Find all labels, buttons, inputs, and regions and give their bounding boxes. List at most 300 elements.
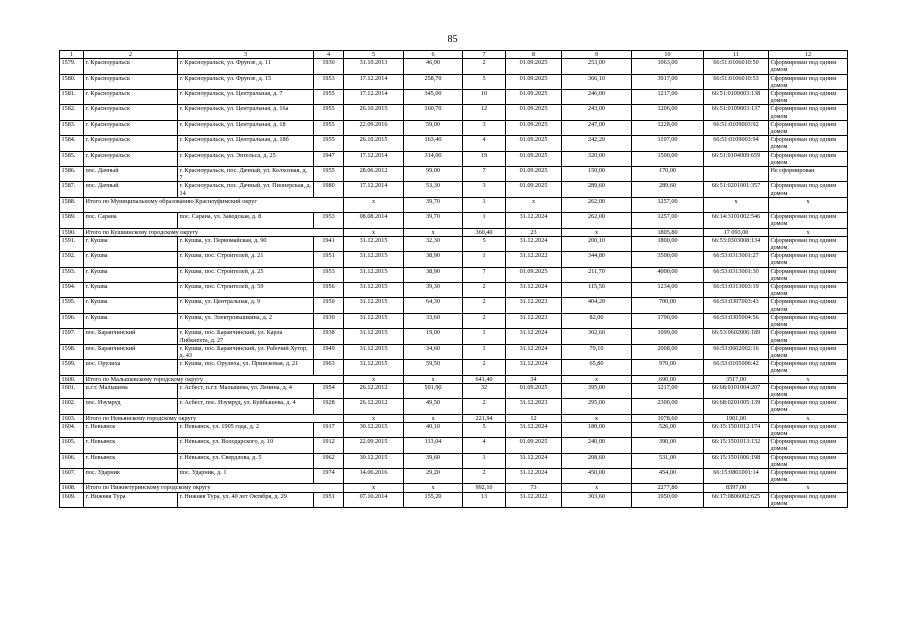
table-row — [60, 399, 848, 414]
table-cell: 258,70 — [404, 74, 463, 89]
table-cell: 4 — [463, 438, 506, 453]
table-cell: 1953 — [314, 213, 344, 228]
table-cell: Сформирован под одним домом — [769, 120, 848, 135]
table-cell: 1 — [463, 329, 506, 344]
table-cell: 243,00 — [562, 105, 632, 120]
table-cell: 1950 — [314, 298, 344, 313]
table-cell: пос. Баранчинский — [84, 329, 178, 344]
table-cell: x — [704, 197, 769, 212]
table-cell: Сформирован под одним домом — [769, 468, 848, 483]
table-cell: 1605. — [60, 438, 84, 453]
table-cell: 115,50 — [562, 283, 632, 298]
table-cell: 32,30 — [404, 236, 463, 251]
table-cell: 66:51:0201001:357 — [704, 182, 769, 197]
table-row — [60, 167, 848, 182]
table-cell: 01.09.2025 — [506, 90, 562, 105]
table-cell: 34,60 — [404, 344, 463, 359]
table-cell: г. Невьянск — [84, 453, 178, 468]
table-cell: Сформирован под одним домом — [769, 492, 848, 507]
table-cell: x — [344, 484, 404, 492]
table-cell: 314,00 — [404, 151, 463, 166]
table-cell: 1930 — [314, 59, 344, 74]
table-cell: 1963 — [314, 360, 344, 375]
table-cell: 22.09.2015 — [344, 438, 404, 453]
table-cell: 31.12.2024 — [506, 236, 562, 251]
table-cell: 992,10 — [463, 484, 506, 492]
table-cell: г. Красноуральск, пос. Дачный, ул. Колхозная, д. 7 — [178, 167, 314, 182]
table-cell: 1980 — [314, 182, 344, 197]
table-cell: 66:53:0305004:56 — [704, 313, 769, 328]
table-cell: 641,40 — [463, 375, 506, 383]
table-row — [60, 344, 848, 359]
table-cell: 07.10.2014 — [344, 492, 404, 507]
table-row — [60, 105, 848, 120]
table-row — [60, 453, 848, 468]
table-cell: 163,40 — [404, 136, 463, 151]
table-cell: 1609. — [60, 492, 84, 507]
table-cell: 302,60 — [562, 329, 632, 344]
table-cell: x — [769, 375, 848, 383]
table-row — [60, 252, 848, 267]
table-cell: 01.09.2025 — [506, 383, 562, 398]
table-cell: 23 — [506, 228, 562, 236]
table-cell: 247,00 — [562, 120, 632, 135]
table-cell: 31.12.2023 — [506, 399, 562, 414]
table-body — [60, 51, 848, 508]
table-cell: 1954 — [314, 383, 344, 398]
table-cell: 10 — [463, 90, 506, 105]
table-cell: 31.12.2024 — [506, 453, 562, 468]
table-cell: x — [562, 228, 632, 236]
table-cell: 39,60 — [404, 453, 463, 468]
table-cell: 64,30 — [404, 298, 463, 313]
table-cell: 01.09.2025 — [506, 136, 562, 151]
table-cell: 31.12.2022 — [506, 492, 562, 507]
table-cell: 39,30 — [404, 283, 463, 298]
table-cell: 155,20 — [404, 492, 463, 507]
table-cell: 5 — [463, 74, 506, 89]
table-cell: Сформирован под одним домом — [769, 422, 848, 437]
table-cell: 7 — [463, 167, 506, 182]
table-cell: 1594. — [60, 283, 84, 298]
table-cell: 66:53:0303008:134 — [704, 236, 769, 251]
table-row — [60, 468, 848, 483]
table-cell: 1591. — [60, 236, 84, 251]
table-cell: 4 — [463, 136, 506, 151]
table-cell: 1953 — [314, 74, 344, 89]
table-cell: г. Нижняя Тура, ул. 40 лет Октября, д. 29 — [178, 492, 314, 507]
table-row — [60, 90, 848, 105]
table-cell: г. Кушва, пос. Баранчинский, ул. Карла Либкнехта, д. 27 — [178, 329, 314, 344]
table-cell: 1595. — [60, 298, 84, 313]
table-cell: 690,00 — [632, 375, 704, 383]
table-cell: 1955 — [314, 120, 344, 135]
table-cell: 1579. — [60, 59, 84, 74]
table-cell: 38,90 — [404, 252, 463, 267]
table-cell: 66:51:0106010:50 — [704, 59, 769, 74]
table-cell: г. Красноуральск, ул. Центральная, д. 18б — [178, 136, 314, 151]
table-cell: Сформирован под одним домом — [769, 74, 848, 89]
table-cell: 17.12.2014 — [344, 90, 404, 105]
table-cell: 82,00 — [562, 313, 632, 328]
table-cell: г. Кушва — [84, 283, 178, 298]
table-cell: Сформирован под одним домом — [769, 344, 848, 359]
table-cell: 344,80 — [562, 252, 632, 267]
table-cell: x — [344, 375, 404, 383]
table-cell: 30.12.2015 — [344, 453, 404, 468]
table-total-row — [60, 375, 848, 383]
table-cell: x — [562, 414, 632, 422]
table-cell: 30.12.2015 — [344, 422, 404, 437]
table-cell: 1603. — [60, 414, 84, 422]
table-cell: 34 — [506, 375, 562, 383]
column-number-cell: 11 — [704, 51, 769, 59]
column-number-row — [60, 51, 848, 59]
table-cell: 1608. — [60, 484, 84, 492]
table-cell: 66:53:0307003:43 — [704, 298, 769, 313]
table-cell: 26.12.2012 — [344, 399, 404, 414]
table-cell: 26.12.2012 — [344, 383, 404, 398]
table-cell: Итого по Малышевскому городскому округу — [84, 375, 344, 383]
table-cell: г. Кушва — [84, 236, 178, 251]
table-cell: г. Красноуральск — [84, 90, 178, 105]
table-cell: пос. Сарана, ул. Заводская, д. 8 — [178, 213, 314, 228]
table-cell: 73 — [506, 484, 562, 492]
table-cell: 59,00 — [404, 120, 463, 135]
table-cell: x — [769, 484, 848, 492]
table-row — [60, 329, 848, 344]
table-cell: 01.09.2025 — [506, 167, 562, 182]
table-cell: 1 — [463, 344, 506, 359]
table-cell: 66:15:1501006:198 — [704, 453, 769, 468]
table-cell: 1912 — [314, 438, 344, 453]
table-cell: г. Невьянск — [84, 422, 178, 437]
table-cell: 1588. — [60, 197, 84, 212]
table-cell: 262,00 — [562, 197, 632, 212]
table-cell: 3917,00 — [632, 74, 704, 89]
table-cell: 1602. — [60, 399, 84, 414]
table-cell: Сформирован под одним домом — [769, 313, 848, 328]
table-row — [60, 438, 848, 453]
column-number-cell: 8 — [506, 51, 562, 59]
table-cell: 66:51:0109003:137 — [704, 105, 769, 120]
table-cell: г. Красноуральск — [84, 59, 178, 74]
table-cell: 700,00 — [632, 298, 704, 313]
table-cell: Сформирован под одним домом — [769, 136, 848, 151]
table-row — [60, 59, 848, 74]
table-cell: 1586. — [60, 167, 84, 182]
table-cell: 1901,00 — [704, 414, 769, 422]
table-cell: 253,00 — [562, 59, 632, 74]
table-row — [60, 267, 848, 282]
table-cell: 1941 — [314, 236, 344, 251]
table-cell: 1099,00 — [632, 329, 704, 344]
table-cell: 1917 — [314, 422, 344, 437]
table-cell: 262,00 — [562, 213, 632, 228]
table-cell: x — [769, 414, 848, 422]
table-cell: 1604. — [60, 422, 84, 437]
table-total-row — [60, 197, 848, 212]
table-cell: 12 — [463, 105, 506, 120]
table-cell: 31.12.2023 — [506, 298, 562, 313]
table-cell: 31.12.2015 — [344, 236, 404, 251]
table-cell: 1606. — [60, 453, 84, 468]
table-cell: 31.12.2024 — [506, 344, 562, 359]
table-cell: 1601. — [60, 383, 84, 398]
table-cell: Сформирован под одним домом — [769, 438, 848, 453]
table-cell: 2277,80 — [632, 484, 704, 492]
table-cell: 66:51:0109003:94 — [704, 136, 769, 151]
table-cell: пос. Сарана — [84, 213, 178, 228]
table-cell: 17.12.2014 — [344, 74, 404, 89]
table-cell: x — [562, 375, 632, 383]
table-cell: 66:51:0109003:138 — [704, 90, 769, 105]
table-cell: 13 — [463, 492, 506, 507]
column-number-cell: 4 — [314, 51, 344, 59]
table-cell: 1590. — [60, 228, 84, 236]
table-cell: 531,00 — [632, 453, 704, 468]
table-cell: 240,00 — [562, 438, 632, 453]
table-cell: x — [344, 228, 404, 236]
table-cell: 31.12.2024 — [506, 360, 562, 375]
table-cell: 14.06.2016 — [344, 468, 404, 483]
table-cell: Сформирован под одним домом — [769, 252, 848, 267]
table-cell: 01.09.2025 — [506, 182, 562, 197]
table-cell: 31.12.2022 — [506, 252, 562, 267]
table-cell: 180,00 — [562, 422, 632, 437]
table-cell: 221,94 — [463, 414, 506, 422]
table-cell: 303,60 — [562, 492, 632, 507]
table-cell: 66:51:0109003:92 — [704, 120, 769, 135]
table-cell: 1607. — [60, 468, 84, 483]
table-cell: г. Кушва, ул. Электровышкина, д. 2 — [178, 313, 314, 328]
table-row — [60, 313, 848, 328]
table-cell: 66:53:0105006:42 — [704, 360, 769, 375]
table-cell: г. Невьянск — [84, 438, 178, 453]
housing-registry-table — [59, 50, 848, 508]
table-cell: 246,00 — [562, 90, 632, 105]
table-cell: 1955 — [314, 136, 344, 151]
table-cell: 1228,00 — [632, 120, 704, 135]
table-cell: 19 — [463, 151, 506, 166]
table-cell: 1078,60 — [632, 414, 704, 422]
table-row — [60, 298, 848, 313]
table-cell: 242,20 — [562, 136, 632, 151]
table-cell: 2 — [463, 283, 506, 298]
table-cell: пос. Изумруд — [84, 399, 178, 414]
table-cell: 1234,00 — [632, 283, 704, 298]
table-cell: x — [344, 414, 404, 422]
table-cell: 40,10 — [404, 422, 463, 437]
table-cell — [704, 167, 769, 182]
table-total-row — [60, 228, 848, 236]
table-cell: 59,50 — [404, 360, 463, 375]
column-number-cell: 1 — [60, 51, 84, 59]
table-cell: Сформирован под одним домом — [769, 267, 848, 282]
table-cell: 454,00 — [632, 468, 704, 483]
table-cell: Сформирован под одним домом — [769, 151, 848, 166]
table-cell: 12 — [506, 414, 562, 422]
table-cell: x — [344, 197, 404, 212]
table-cell: 5 — [463, 422, 506, 437]
table-cell: 31.12.2024 — [506, 422, 562, 437]
table-cell: 1063,00 — [632, 59, 704, 74]
table-cell: г. Красноуральск — [84, 74, 178, 89]
table-cell: пос. Дачный — [84, 167, 178, 182]
table-cell: 66:51:0104009:659 — [704, 151, 769, 166]
column-number-cell: 12 — [769, 51, 848, 59]
table-cell: 1955 — [314, 105, 344, 120]
table-cell: 1257,00 — [632, 197, 704, 212]
table-cell: Не сформирован — [769, 167, 848, 182]
table-cell: 31.12.2015 — [344, 252, 404, 267]
table-cell: г. Красноуральск, ул. Энгельса, д. 25 — [178, 151, 314, 166]
table-cell: г. Кушва, пос. Строителей, д. 25 — [178, 267, 314, 282]
table-cell: г. Кушва — [84, 252, 178, 267]
table-cell: 1938 — [314, 329, 344, 344]
table-cell: Сформирован под одним домом — [769, 329, 848, 344]
table-cell: x — [404, 484, 463, 492]
table-cell: 160,70 — [404, 105, 463, 120]
table-cell: г. Невьянск, ул. Свердлова, д. 5 — [178, 453, 314, 468]
table-cell: 1583. — [60, 120, 84, 135]
table-cell: Сформирован под одним домом — [769, 298, 848, 313]
table-cell: г. Красноуральск, ул. Центральная, д. 18 — [178, 120, 314, 135]
table-cell: 208,60 — [562, 453, 632, 468]
table-cell: 66:53:0313001:30 — [704, 267, 769, 282]
table-cell: 1949 — [314, 344, 344, 359]
table-cell: 01.09.2025 — [506, 105, 562, 120]
table-cell: 17 093,00 — [704, 228, 769, 236]
table-cell: 31.12.2015 — [344, 283, 404, 298]
table-cell: 66:53:0602002:16 — [704, 344, 769, 359]
table-cell: 3 — [463, 120, 506, 135]
table-cell: 2 — [463, 298, 506, 313]
table-cell: 170,00 — [632, 167, 704, 182]
table-cell: 1600. — [60, 375, 84, 383]
table-cell: 01.09.2025 — [506, 120, 562, 135]
table-total-row — [60, 414, 848, 422]
table-cell: 19,00 — [404, 329, 463, 344]
table-cell: г. Красноуральск, ул. Фрунзе, д. 11 — [178, 59, 314, 74]
table-cell: 526,00 — [632, 422, 704, 437]
table-cell: Сформирован под одним домом — [769, 90, 848, 105]
table-cell: 1500,00 — [632, 151, 704, 166]
table-cell: 66:14:3101002:546 — [704, 213, 769, 228]
table-cell: 4000,00 — [632, 267, 704, 282]
column-number-cell: 5 — [344, 51, 404, 59]
table-cell: 99,00 — [404, 167, 463, 182]
table-cell: 1585. — [60, 151, 84, 166]
table-cell: 01.09.2025 — [506, 59, 562, 74]
table-cell: 39,70 — [404, 197, 463, 212]
table-cell: Сформирован под одним домом — [769, 105, 848, 120]
table-cell: 31.12.2015 — [344, 267, 404, 282]
table-cell: x — [404, 414, 463, 422]
table-cell: 970,00 — [632, 360, 704, 375]
table-cell: 295,00 — [562, 399, 632, 414]
table-cell: г. Красноуральск — [84, 120, 178, 135]
table-row — [60, 136, 848, 151]
table-row — [60, 383, 848, 398]
table-cell: 79,10 — [562, 344, 632, 359]
table-cell: 1956 — [314, 283, 344, 298]
table-cell: 31.12.2015 — [344, 360, 404, 375]
table-cell: 31.12.2015 — [344, 298, 404, 313]
table-cell: 2 — [463, 468, 506, 483]
table-cell: г. Невьянск, ул. 1905 года, д. 2 — [178, 422, 314, 437]
table-cell: x — [506, 197, 562, 212]
table-row — [60, 182, 848, 197]
column-number-cell: 10 — [632, 51, 704, 59]
table-cell: 1928 — [314, 399, 344, 414]
table-cell: 1589. — [60, 213, 84, 228]
table-cell: 1257,00 — [632, 213, 704, 228]
table-cell: Итого по Кушвинскому городскому округу — [84, 228, 344, 236]
table-cell: 46,90 — [404, 59, 463, 74]
table-row — [60, 360, 848, 375]
table-cell: г. Нижняя Тура — [84, 492, 178, 507]
table-cell: 1217,00 — [632, 383, 704, 398]
table-cell: 66:15:0801001:14 — [704, 468, 769, 483]
table-cell: 1217,00 — [632, 90, 704, 105]
table-cell: Сформирован под одним домом — [769, 383, 848, 398]
table-cell: 1951 — [314, 252, 344, 267]
table-cell: 1974 — [314, 468, 344, 483]
table-cell: 1800,00 — [632, 236, 704, 251]
table-cell: 31.12.2024 — [506, 468, 562, 483]
table-total-row — [60, 484, 848, 492]
table-cell: 65,80 — [562, 360, 632, 375]
column-number-cell: 9 — [562, 51, 632, 59]
table-cell: 1805,80 — [632, 228, 704, 236]
column-number-cell: 6 — [404, 51, 463, 59]
table-cell: г. Красноуральск — [84, 136, 178, 151]
page-number: 85 — [447, 34, 458, 45]
table-cell: x — [562, 484, 632, 492]
table-cell: 395,00 — [562, 383, 632, 398]
table-cell: 39,70 — [404, 213, 463, 228]
table-row — [60, 283, 848, 298]
table-cell: 2 — [463, 59, 506, 74]
table-cell: 320,00 — [562, 151, 632, 166]
table-row — [60, 213, 848, 228]
table-cell: 345,00 — [404, 90, 463, 105]
table-cell: 01.09.2025 — [506, 438, 562, 453]
table-cell: 66:53:0313001:27 — [704, 252, 769, 267]
table-cell: 66:17:0806002:625 — [704, 492, 769, 507]
table-cell: 49,50 — [404, 399, 463, 414]
table-cell: 29,20 — [404, 468, 463, 483]
table-cell: 66:15:1501012:174 — [704, 422, 769, 437]
table-cell: 450,00 — [562, 468, 632, 483]
table-cell: 31.12.2015 — [344, 313, 404, 328]
table-cell: 01.09.2025 — [506, 74, 562, 89]
table-cell: 1930 — [314, 313, 344, 328]
table-cell: 26.10.2015 — [344, 136, 404, 151]
table-cell: Итого по Муниципальному образованию Красноуфимский округ — [84, 197, 344, 212]
table-cell: г. Кушва, ул. Центральная, д. 9 — [178, 298, 314, 313]
table-cell: 1206,00 — [632, 105, 704, 120]
table-cell: 2 — [463, 313, 506, 328]
table-cell: Сформирован под одним домом — [769, 213, 848, 228]
table-cell: пос. Орулиха — [84, 360, 178, 375]
table-cell: 53,30 — [404, 182, 463, 197]
table-cell: г. Красноуральск, ул. Центральная, д. 16а — [178, 105, 314, 120]
table-cell: x — [404, 228, 463, 236]
table-cell: г. Кушва, пос. Строителей, д. 59 — [178, 283, 314, 298]
table-cell: 66:51:0106010:53 — [704, 74, 769, 89]
